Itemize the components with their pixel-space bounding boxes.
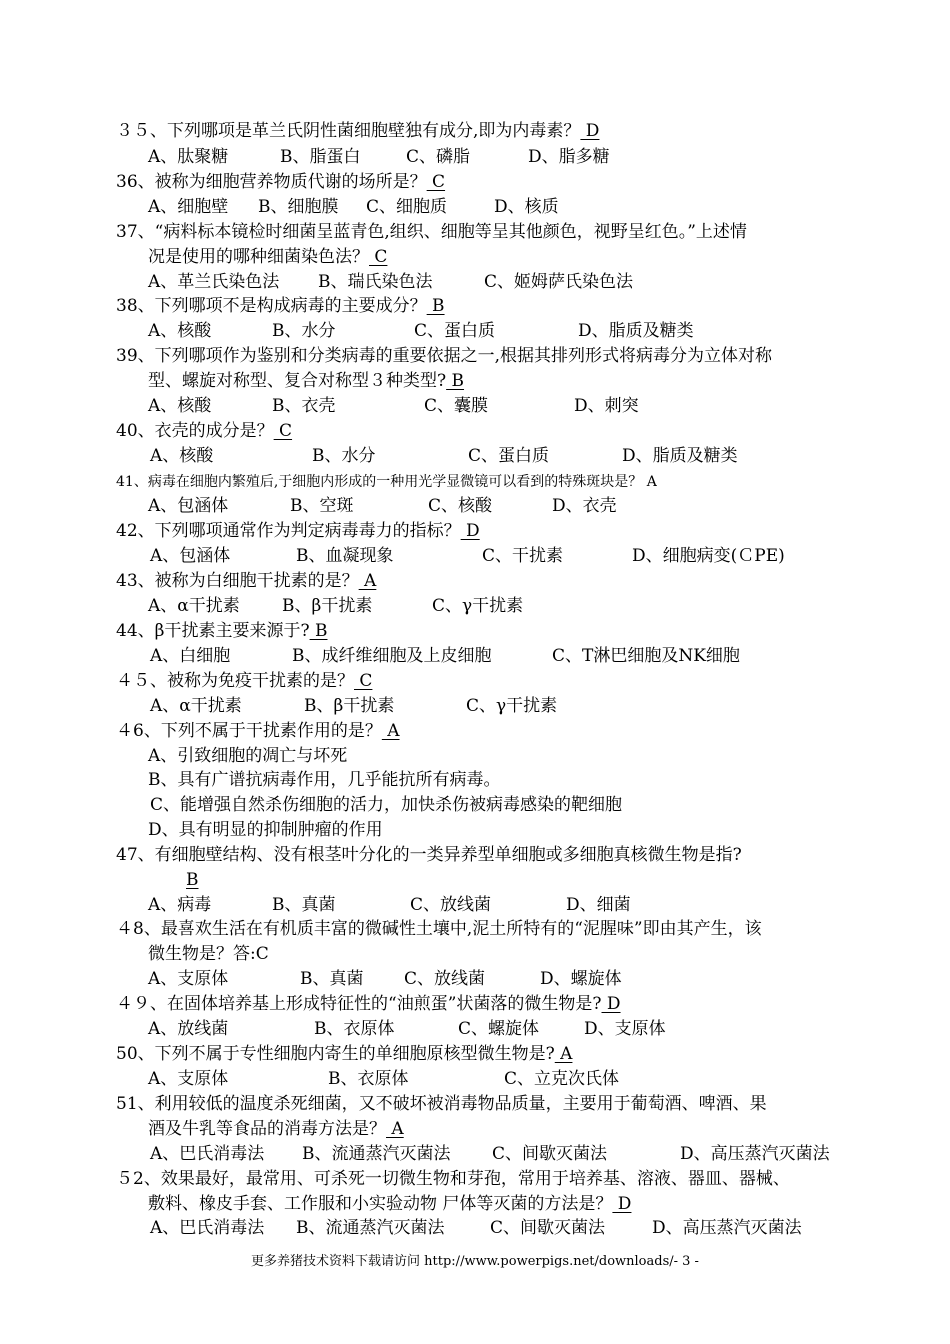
answer: B [446, 371, 465, 391]
option: A、α干扰素 [150, 696, 242, 716]
option: A、巴氏消毒法 [150, 1144, 265, 1164]
option: C、核酸 [428, 496, 493, 516]
question-40: 40、衣壳的成分是？ C [116, 421, 293, 441]
option: C、T淋巴细胞及NK细胞 [552, 646, 740, 666]
option: A、核酸 [148, 396, 212, 416]
option: C、蛋白质 [468, 446, 550, 466]
question-37-cont: 况是使用的哪种细菌染色法？ C [148, 247, 388, 267]
option: C、间歇灭菌法 [490, 1218, 606, 1238]
question-39: 39、下列哪项作为鉴别和分类病毒的重要依据之一,根据其排列形式将病毒分为立体对称 [116, 346, 773, 366]
question-42: 42、下列哪项通常作为判定病毒毒力的指标？ D [116, 521, 480, 541]
option: A、放线菌 [148, 1019, 229, 1039]
option: B、水分 [312, 446, 376, 466]
question-47: 47、有细胞壁结构、没有根茎叶分化的一类异养型单细胞或多细胞真核微生物是指? [116, 845, 742, 865]
question-35: ３５、下列哪项是革兰氏阴性菌细胞壁独有成分,即为内毒素？ D [116, 121, 600, 141]
option: D、螺旋体 [540, 969, 622, 989]
question-51: 51、利用较低的温度杀死细菌，又不破坏被消毒物品质量，主要用于葡萄酒、啤酒、果 [116, 1094, 767, 1114]
question-52: ５2、效果最好，最常用、可杀死一切微生物和芽孢，常用于培养基、溶液、器皿、器械、 [116, 1169, 790, 1189]
option: B、流通蒸汽灭菌法 [296, 1218, 445, 1238]
question-50: 50、下列不属于专性细胞内寄生的单细胞原核型微生物是? A [116, 1044, 573, 1064]
option: C、间歇灭菌法 [492, 1144, 608, 1164]
answer: A [358, 571, 377, 591]
option: B、血凝现象 [296, 546, 394, 566]
option: C、能增强自然杀伤细胞的活力，加快杀伤被病毒感染的靶细胞 [150, 795, 623, 815]
answer: C [354, 671, 373, 691]
page-footer: 更多养猪技术资料下载请访问 http://www.powerpigs.net/downloads/- 3 - [251, 1254, 699, 1269]
option: B、流通蒸汽灭菌法 [302, 1144, 451, 1164]
question-39-cont: 型、螺旋对称型、复合对称型３种类型? B [148, 371, 465, 391]
option: C、磷脂 [406, 147, 471, 167]
question-37: 37、“病料标本镜检时细菌呈蓝青色,组织、细胞等呈其他颜色，视野呈红色。”上述情 [116, 222, 747, 242]
option: B、β干扰素 [282, 596, 373, 616]
option: A、白细胞 [150, 646, 231, 666]
question-51-cont: 酒及牛乳等食品的消毒方法是？ A [148, 1119, 404, 1139]
option: A、肽聚糖 [148, 147, 229, 167]
option: D、细菌 [566, 895, 631, 915]
answer: B [186, 870, 199, 890]
option: C、螺旋体 [458, 1019, 540, 1039]
option: C、放线菌 [410, 895, 492, 915]
option: D、具有明显的抑制肿瘤的作用 [148, 820, 383, 840]
answer: A [381, 721, 400, 741]
option: D、高压蒸汽灭菌法 [652, 1218, 802, 1238]
option: B、空斑 [290, 496, 354, 516]
option: B、β干扰素 [304, 696, 395, 716]
option: D、脂质及糖类 [578, 321, 694, 341]
option: A、革兰氏染色法 [148, 272, 280, 292]
answer: C [426, 172, 446, 192]
question-43: 43、被称为白细胞干扰素的是？ A [116, 571, 377, 591]
option: B、成纤维细胞及上皮细胞 [292, 646, 492, 666]
question-38: 38、下列哪项不是构成病毒的主要成分？ B [116, 296, 445, 316]
question-44: 44、β干扰素主要来源于? B [116, 621, 328, 641]
question-48-cont: 微生物是？答:C [148, 944, 269, 964]
question-49: ４９、在固体培养基上形成特征性的“油煎蛋”状菌落的微生物是? D [116, 994, 621, 1014]
answer: D [612, 1194, 632, 1214]
option: A、引致细胞的凋亡与坏死 [148, 746, 348, 766]
option: A、病毒 [148, 895, 212, 915]
option: C、细胞质 [366, 197, 448, 217]
option: D、高压蒸汽灭菌法 [680, 1144, 830, 1164]
option: B、脂蛋白 [280, 147, 361, 167]
question-41: 41、病毒在细胞内繁殖后,于细胞内形成的一种用光学显微镜可以看到的特殊斑块是？ A [116, 474, 657, 490]
question-48: ４8、最喜欢生活在有机质丰富的微碱性土壤中,泥土所特有的“泥腥味”即由其产生，该 [116, 919, 762, 939]
option: B、衣原体 [314, 1019, 395, 1039]
option: A、核酸 [150, 446, 214, 466]
option: A、包涵体 [148, 496, 229, 516]
option: A、包涵体 [150, 546, 231, 566]
option: A、支原体 [148, 1069, 229, 1089]
option: B、衣壳 [272, 396, 336, 416]
question-36: 36、被称为细胞营养物质代谢的场所是？ C [116, 172, 446, 192]
option: A、核酸 [148, 321, 212, 341]
option: C、立克次氏体 [504, 1069, 620, 1089]
option: A、巴氏消毒法 [150, 1218, 265, 1238]
option: B、真菌 [272, 895, 336, 915]
answer: D [580, 121, 600, 141]
answer: B [426, 296, 445, 316]
answer: A [554, 1044, 573, 1064]
option: D、衣壳 [552, 496, 617, 516]
question-46: ４6、下列不属于干扰素作用的是？ A [116, 721, 400, 741]
option: B、细胞膜 [258, 197, 339, 217]
answer: C [273, 421, 293, 441]
answer: A [386, 1119, 404, 1139]
option: C、囊膜 [424, 396, 489, 416]
question-45: ４５、被称为免疫干扰素的是？ C [116, 671, 373, 691]
option: D、脂质及糖类 [622, 446, 738, 466]
option: A、α干扰素 [148, 596, 240, 616]
answer: D [601, 994, 621, 1014]
option: B、瑞氏染色法 [318, 272, 433, 292]
option: C、干扰素 [482, 546, 564, 566]
option: C、γ干扰素 [466, 696, 558, 716]
option: B、具有广谱抗病毒作用，几乎能抗所有病毒。 [148, 770, 501, 790]
option: D、刺突 [574, 396, 639, 416]
option: A、细胞壁 [148, 197, 229, 217]
option: C、姬姆萨氏染色法 [484, 272, 634, 292]
option: C、放线菌 [404, 969, 486, 989]
option: D、脂多糖 [528, 147, 610, 167]
option: B、真菌 [300, 969, 364, 989]
option: D、细胞病变(ＣPE) [632, 546, 785, 566]
option: D、支原体 [584, 1019, 666, 1039]
question-52-cont: 敷料、橡皮手套、工作服和小实验动物 尸体等灭菌的方法是？ D [148, 1194, 632, 1214]
option: B、水分 [272, 321, 336, 341]
option: B、衣原体 [328, 1069, 409, 1089]
answer: D [460, 521, 480, 541]
option: A、支原体 [148, 969, 229, 989]
option: C、γ干扰素 [432, 596, 524, 616]
answer: C [369, 247, 388, 267]
answer: B [309, 621, 328, 641]
option: C、蛋白质 [414, 321, 496, 341]
option: D、核质 [494, 197, 559, 217]
